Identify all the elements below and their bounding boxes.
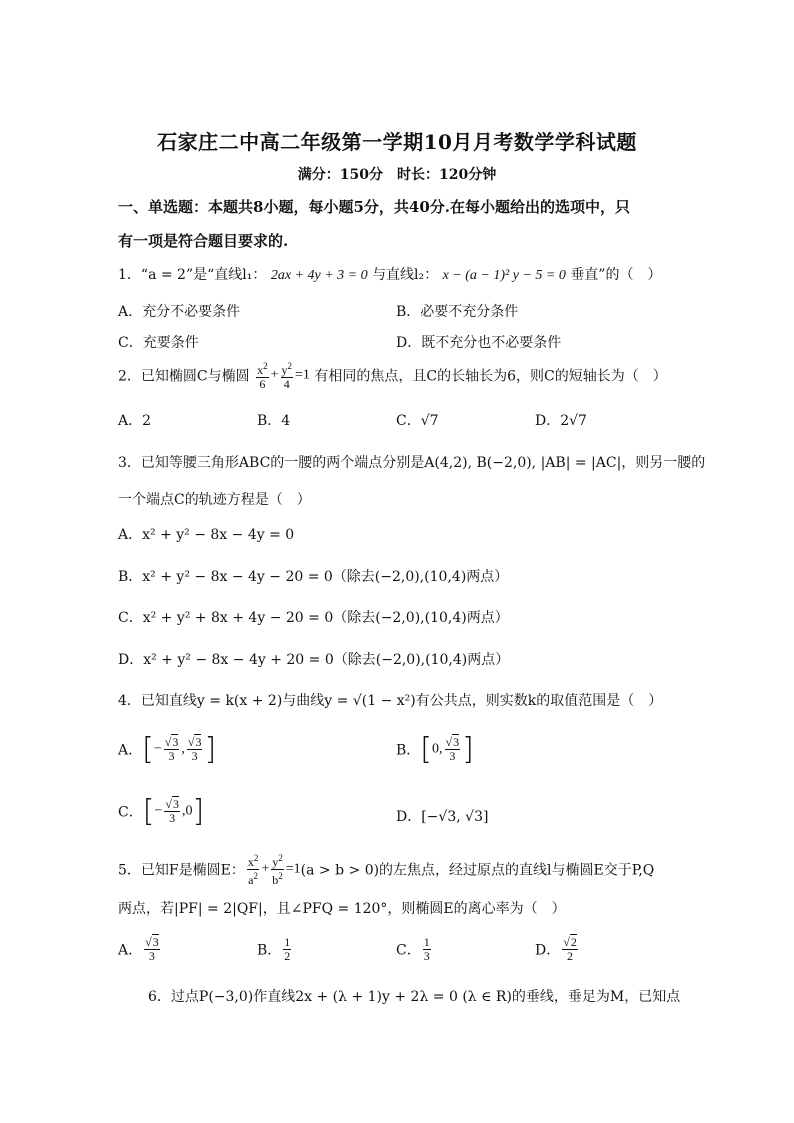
q2-fraction-x: $\frac{x^2}{6}$ xyxy=(257,361,268,391)
q3-option-d[interactable]: D．x² + y² − 8x − 4y + 20 = 0（除去(−2,0),(10,4)两点） xyxy=(118,652,510,668)
q2-fraction-y: $\frac{y^2}{4}$ xyxy=(281,361,292,391)
q1-line-2-equation: x − (a − 1)² y − 5 = 0 xyxy=(442,268,566,283)
q3-option-b[interactable]: B．x² + y² − 8x − 4y − 20 = 0（除去(−2,0),(10,4)两点） xyxy=(118,569,509,585)
q5-text-1: 5．已知F是椭圆E： xyxy=(118,862,245,879)
q4-option-c-label: C． xyxy=(118,804,143,821)
q5-option-d-label: D． xyxy=(535,942,561,959)
q1-text-2: 与直线l₂： xyxy=(372,267,439,283)
q1-line-1-equation: 2ax + 4y + 3 = 0 xyxy=(270,268,368,283)
q4-option-d[interactable]: D．[−√3, √3] xyxy=(396,809,489,825)
page-title: 石家庄二中高二年级第一学期10月月考数学学科试题 xyxy=(157,130,637,154)
q5-option-c-label: C． xyxy=(396,942,421,959)
q1-text-3: 垂直”的（ ） xyxy=(570,267,662,283)
section-heading-line-2: 有一项是符合题目要求的. xyxy=(118,232,289,250)
q5-text-2: (a > b > 0)的左焦点，经过原点的直线l与椭圆E交于P,Q xyxy=(300,862,655,879)
q1-option-d[interactable]: D．既不充分也不必要条件 xyxy=(396,335,562,351)
q1-option-c[interactable]: C．充要条件 xyxy=(118,335,199,351)
q1-text-1: “a = 2”是“直线l₁： xyxy=(140,267,267,283)
q1-option-a[interactable]: A．充分不必要条件 xyxy=(118,304,241,320)
q2-option-c[interactable]: C．√7 xyxy=(396,413,439,429)
q5-option-a-label: A． xyxy=(118,942,143,959)
q1-number: 1． xyxy=(118,267,141,283)
q2-text-1: 已知椭圆C与椭圆 xyxy=(140,368,250,385)
q5-option-a[interactable]: A． $\frac{√3}{3}$ xyxy=(118,935,159,963)
q6-text: 6．过点P(−3,0)作直线2x + (λ + 1)y + 2λ = 0 (λ ∈ R)的垂线，垂足为M，已知点 xyxy=(148,989,681,1005)
section-heading-line-1: 一、单选题：本题共8小题，每小题5分，共40分.在每小题给出的选项中，只 xyxy=(118,198,630,216)
q2-number: 2． xyxy=(118,368,141,385)
q5-option-c[interactable]: C． $\frac{1}{3}$ xyxy=(396,935,430,963)
q4-option-c[interactable]: C．[− $\frac{√3}{3}$ ,0] xyxy=(118,794,205,829)
q2-option-b[interactable]: B．4 xyxy=(257,413,291,429)
q2-text-2: 有相同的焦点，且C的长轴长为6，则C的短轴长为（ ） xyxy=(314,368,667,385)
q4-option-a-label: A． xyxy=(118,742,143,759)
q5-option-b-label: B． xyxy=(257,942,282,959)
q2-option-a[interactable]: A．2 xyxy=(118,413,152,429)
exam-info: 满分：150分 时长：120分钟 xyxy=(297,167,497,183)
q4-option-b[interactable]: B．[0, $\frac{√3}{3}$ ] xyxy=(396,732,474,767)
q3-option-a[interactable]: A．x² + y² − 8x − 4y = 0 xyxy=(118,527,295,543)
q4-option-a[interactable]: A．[− $\frac{√3}{3}$ , $\frac{√3}{3}$ ] xyxy=(118,732,217,767)
q1-option-b[interactable]: B．必要不充分条件 xyxy=(396,304,519,320)
q5-option-b[interactable]: B． $\frac{1}{2}$ xyxy=(257,935,291,963)
q4-option-b-label: B． xyxy=(396,742,421,759)
q3-line-1: 3．已知等腰三角形ABC的一腰的两个端点分别是A(4,2), B(−2,0), |AB| = |AC|，则另一腰的 xyxy=(118,455,706,471)
q5-line-2: 两点，若|PF| = 2|QF|，且∠PFQ = 120°，则椭圆E的离心率为（ ） xyxy=(118,901,566,917)
question-2: 2．已知椭圆C与椭圆 $\frac{x^2}{6}$ + $\frac{y^2}{4}$ =1 有相同的焦点，且C的长轴长为6，则C的短轴长为（ ） xyxy=(118,361,667,391)
section-heading xyxy=(118,190,678,258)
q2-option-d[interactable]: D．2√7 xyxy=(535,413,587,429)
q5-option-d[interactable]: D． $\frac{√2}{2}$ xyxy=(535,935,577,963)
q3-option-c[interactable]: C．x² + y² + 8x + 4y − 20 = 0（除去(−2,0),(10,4)两点） xyxy=(118,610,509,626)
question-1 xyxy=(118,264,661,284)
q4-text: 4．已知直线y = k(x + 2)与曲线y = √(1 − x²)有公共点，则实数k的取值范围是（ ） xyxy=(118,693,663,709)
q3-line-2: 一个端点C的轨迹方程是（ ） xyxy=(118,492,311,508)
q5-line-1: 5．已知F是椭圆E： $\frac{x^2}{a^2}$ + $\frac{y^2}{b^2}$ =1(a > b > 0)的左焦点，经过原点的直线l与椭圆E交于P,Q xyxy=(118,853,655,887)
